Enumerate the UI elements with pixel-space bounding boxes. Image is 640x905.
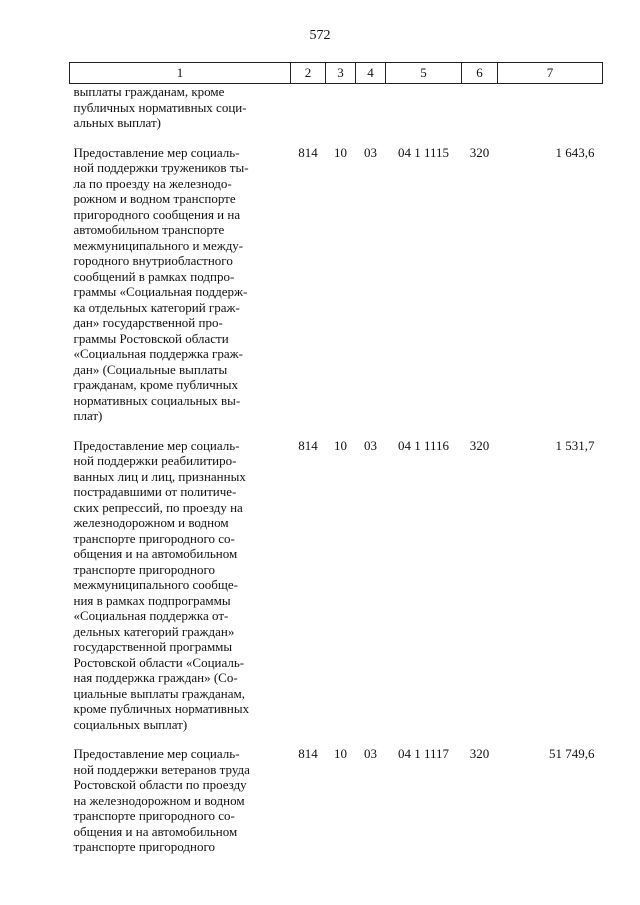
row-section	[326, 84, 356, 131]
row-section: 10	[334, 437, 347, 453]
row-target-article: 04 1 1116	[397, 437, 450, 453]
row-admin-code: 814	[298, 437, 318, 453]
row-subsection: 03	[364, 746, 377, 761]
row-amount: 51 749,6	[549, 746, 595, 761]
row-description: выплаты гражданам, кроме публичных нормативных соци- альных выплат)	[73, 84, 247, 130]
row-description: Предоставление мер социаль- ной поддержки реабилитиро- ванных лиц и лиц, признанных пострадавшими от политиче- ских репрессий, по проезду на железнодорожном и водном транспорте пригородного со- общения и на автомобильном транспорте пригородного межмуниципального сообще- ния в рамках подпрограммы «Социальная поддержка от- дельных категорий граждан» государственной программы Ростовской области «Социаль- ная поддержка граждан» (Со- циальные выплаты гражданам, кроме публичных нормативных социальных выплат)	[73, 437, 250, 732]
row-section: 10	[334, 144, 347, 160]
table-row	[70, 732, 603, 855]
row-admin-code: 814	[298, 746, 318, 761]
row-expense-type: 320	[469, 437, 490, 453]
column-header-1: 1	[70, 63, 291, 84]
row-expense-type	[462, 84, 498, 131]
table-row	[70, 424, 603, 733]
column-header-2: 2	[291, 63, 326, 84]
table-header-row	[70, 63, 603, 84]
row-target-article: 04 1 1115	[397, 144, 450, 160]
column-header-3: 3	[326, 63, 356, 84]
row-amount: 1 531,7	[555, 437, 595, 453]
row-amount	[498, 84, 603, 131]
row-expense-type: 320	[469, 144, 490, 160]
page-number: 572	[309, 28, 331, 43]
row-section: 10	[334, 746, 347, 761]
column-header-5: 5	[386, 63, 462, 84]
row-admin-code: 814	[298, 144, 318, 160]
budget-table	[69, 62, 603, 855]
row-amount: 1 643,6	[555, 144, 595, 160]
row-expense-type: 320	[469, 746, 490, 761]
table-row	[70, 84, 603, 131]
column-header-6: 6	[462, 63, 498, 84]
row-description: Предоставление мер социаль- ной поддержки тружеников ты- ла по проезду на железнодо- рожном и водном транспорте пригородного сообщения и на автомобильном транспорте межмуниципального и между- городного внутриобластного сообщений в рамках подпро- граммы «Социальная поддерж- ка отдельных категорий граж- дан» государственной про- граммы Ростовской области «Социальная поддержка граж- дан» (Социальные выплаты гражданам, кроме публичных нормативных социальных вы- плат)	[73, 144, 249, 423]
column-header-7: 7	[498, 63, 603, 84]
column-header-4: 4	[356, 63, 386, 84]
row-subsection: 03	[364, 144, 377, 160]
row-subsection	[356, 84, 386, 131]
row-target-article: 04 1 1117	[397, 746, 450, 761]
row-description: Предоставление мер социаль- ной поддержки ветеранов труда Ростовской области по проезду на железнодорожном и водном транспорте пригородного со- общения и на автомобильном транспорте пригородного	[73, 746, 250, 854]
table-row	[70, 131, 603, 424]
row-target-article	[386, 84, 462, 131]
row-subsection: 03	[364, 437, 377, 453]
row-admin-code	[291, 84, 326, 131]
